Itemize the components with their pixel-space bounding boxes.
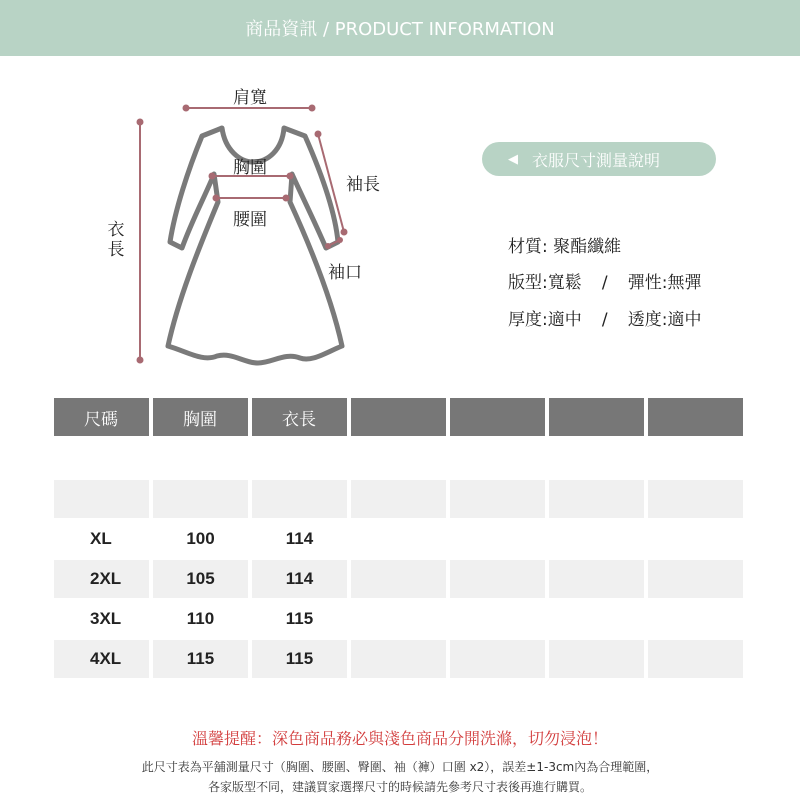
thickness-text: 厚度:適中 <box>508 310 582 330</box>
wash-warning: 溫馨提醒：深色商品務必與淺色商品分開洗滌，切勿浸泡！ <box>191 729 608 748</box>
spec-separator: / <box>601 310 608 330</box>
table-header-cell <box>549 398 644 436</box>
triangle-left-icon: ◀ <box>508 151 518 167</box>
size-cell: XL <box>90 529 112 548</box>
fit-text: 版型:寬鬆 <box>508 273 582 293</box>
material-text: 材質: 聚酯纖維 <box>508 237 622 257</box>
elasticity-text: 彈性:無彈 <box>627 273 702 293</box>
length-cell: 115 <box>252 640 347 678</box>
cuff-label: 袖口 <box>328 263 362 283</box>
purchase-note: 各家版型不同，建議買家選擇尺寸的時候請先參考尺寸表後再進行購買。 <box>207 780 592 794</box>
spec-separator: / <box>601 273 608 293</box>
chest-cell: 115 <box>153 640 248 678</box>
size-cell: 3XL <box>90 609 122 628</box>
table-header-cell: 衣長 <box>252 398 347 436</box>
length-label: 衣長 <box>107 220 125 260</box>
shoulder-label: 肩寬 <box>233 88 267 108</box>
sleeve-label: 袖長 <box>346 175 380 195</box>
size-cell: 2XL <box>54 560 149 598</box>
waist-label: 腰圍 <box>233 210 267 230</box>
size-cell: 4XL <box>54 640 149 678</box>
spec-thickness-transparency <box>508 305 701 330</box>
length-cell: 115 <box>285 609 314 628</box>
table-header-cell <box>351 398 446 436</box>
measurement-guide-button[interactable] <box>482 142 716 176</box>
chest-cell: 110 <box>186 609 215 628</box>
transparency-text: 透度:適中 <box>627 310 702 330</box>
chest-cell: 100 <box>186 529 215 548</box>
table-header-cell: 尺碼 <box>54 398 149 436</box>
table-header-cell: 胸圍 <box>153 398 248 436</box>
spec-material <box>508 232 621 257</box>
chest-cell: 105 <box>153 560 248 598</box>
measurement-note: 此尺寸表為平舖測量尺寸（胸圍、腰圍、臀圍、袖（褲）口圍 x2），誤差±1-3cm內為合理範圍， <box>141 760 659 774</box>
table-header-cell <box>450 398 545 436</box>
measurement-guide-label: 衣服尺寸測量說明 <box>532 150 661 170</box>
length-cell: 114 <box>252 560 347 598</box>
header-title: 商品資訊 / PRODUCT INFORMATION <box>245 19 555 40</box>
table-header-cell <box>648 398 743 436</box>
header-bar <box>0 0 800 56</box>
dress-diagram <box>100 70 400 380</box>
spec-fit-elasticity <box>508 268 701 293</box>
length-cell: 114 <box>285 529 314 548</box>
chest-label: 胸圍 <box>233 158 267 178</box>
